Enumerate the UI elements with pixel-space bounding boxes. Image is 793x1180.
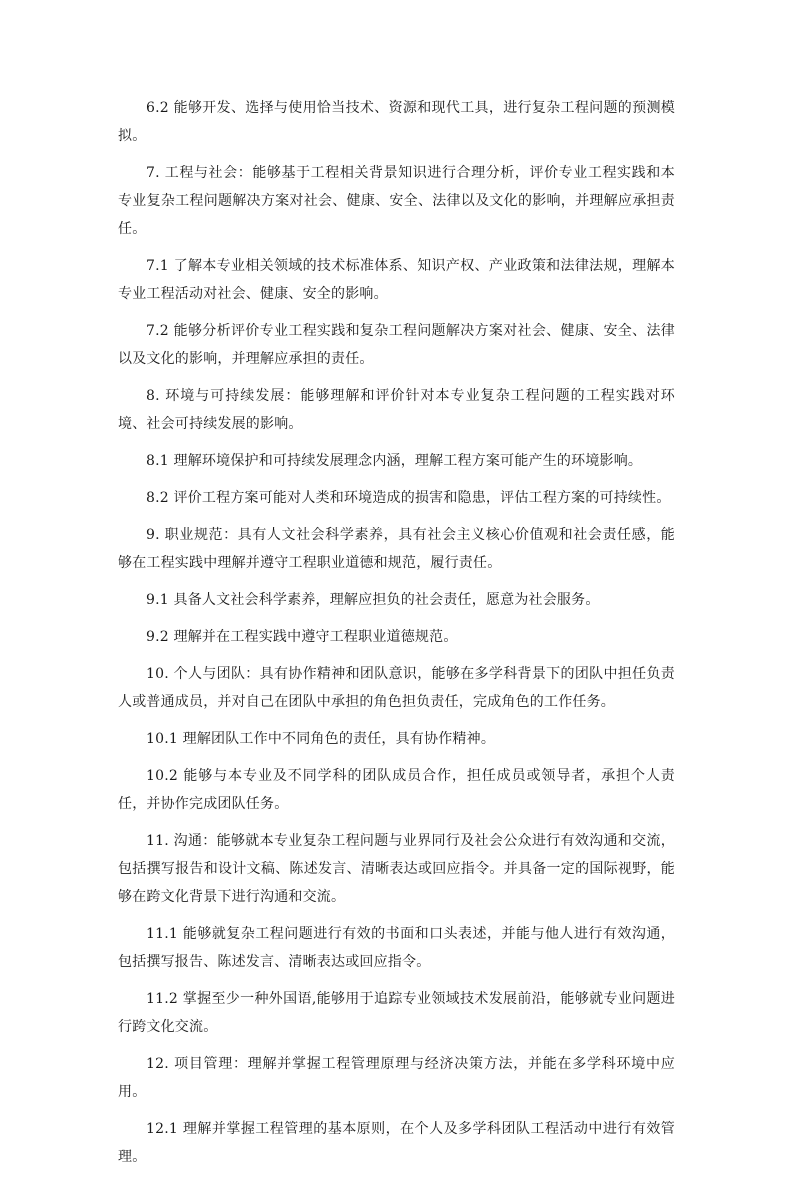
paragraph-8: 8. 环境与可持续发展：能够理解和评价针对本专业复杂工程问题的工程实践对环境、社会可持续发展的影响。 <box>118 388 675 432</box>
paragraph-7-1: 7.1 了解本专业相关领域的技术标准体系、知识产权、产业政策和法律法规，理解本专业工程活动对社会、健康、安全的影响。 <box>118 258 675 302</box>
paragraph-10: 10. 个人与团队：具有协作精神和团队意识，能够在多学科背景下的团队中担任负责人或普通成员，并对自己在团队中承担的角色担负责任，完成角色的工作任务。 <box>118 666 675 710</box>
paragraph-9-1: 9.1 具备人文社会科学素养，理解应担负的社会责任，愿意为社会服务。 <box>146 592 600 608</box>
paragraph-9: 9. 职业规范：具有人文社会科学素养，具有社会主义核心价值观和社会责任感，能够在工程实践中理解并遵守工程职业道德和规范，履行责任。 <box>118 527 675 571</box>
paragraph-10-1: 10.1 理解团队工作中不同角色的责任，具有协作精神。 <box>146 731 496 747</box>
paragraph-11: 11. 沟通：能够就本专业复杂工程问题与业界同行及社会公众进行有效沟通和交流，包括撰写报告和设计文稿、陈述发言、清晰表达或回应指令。并具备一定的国际视野，能够在跨文化背景下进行沟通和交流。 <box>118 833 675 905</box>
paragraph-12: 12. 项目管理：理解并掌握工程管理原理与经济决策方法，并能在多学科环境中应用。 <box>118 1056 675 1100</box>
paragraph-10-2: 10.2 能够与本专业及不同学科的团队成员合作，担任成员或领导者，承担个人责任，并协作完成团队任务。 <box>118 768 675 812</box>
paragraph-6-2: 6.2 能够开发、选择与使用恰当技术、资源和现代工具，进行复杂工程问题的预测模拟。 <box>118 100 675 144</box>
paragraph-9-2: 9.2 理解并在工程实践中遵守工程职业道德规范。 <box>146 629 458 645</box>
paragraph-8-1: 8.1 理解环境保护和可持续发展理念内涵，理解工程方案可能产生的环境影响。 <box>146 453 643 469</box>
paragraph-12-1: 12.1 理解并掌握工程管理的基本原则，在个人及多学科团队工程活动中进行有效管理。 <box>118 1121 675 1165</box>
paragraph-8-2: 8.2 评价工程方案可能对人类和环境造成的损害和隐患，评估工程方案的可持续性。 <box>146 490 671 506</box>
paragraph-11-1: 11.1 能够就复杂工程问题进行有效的书面和口头表述，并能与他人进行有效沟通，包括撰写报告、陈述发言、清晰表达或回应指令。 <box>118 926 675 970</box>
document-body <box>118 94 675 1180</box>
paragraph-7: 7. 工程与社会：能够基于工程相关背景知识进行合理分析，评价专业工程实践和本专业复杂工程问题解决方案对社会、健康、安全、法律以及文化的影响，并理解应承担责任。 <box>118 165 675 237</box>
paragraph-7-2: 7.2 能够分析评价专业工程实践和复杂工程问题解决方案对社会、健康、安全、法律以及文化的影响，并理解应承担的责任。 <box>118 323 675 367</box>
paragraph-11-2: 11.2 掌握至少一种外国语,能够用于追踪专业领域技术发展前沿，能够就专业问题进行跨文化交流。 <box>118 991 675 1035</box>
